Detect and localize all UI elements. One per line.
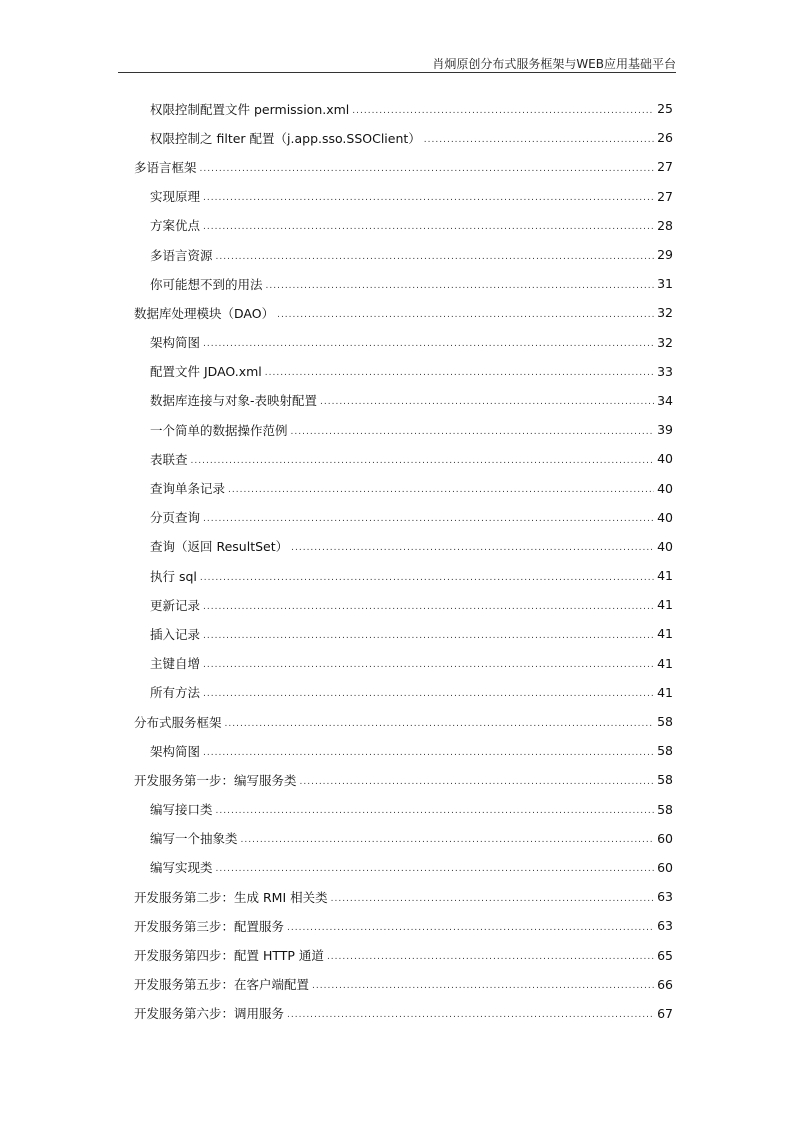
toc-entry[interactable] <box>134 824 673 853</box>
toc-entry[interactable] <box>134 590 673 619</box>
toc-entry-title: 分布式服务框架 <box>134 714 222 730</box>
toc-page-number: 60 <box>657 859 673 875</box>
toc-entry[interactable] <box>134 765 673 794</box>
toc-entry-title: 实现原理 <box>150 189 201 205</box>
toc-dot-leader <box>320 397 654 407</box>
toc-entry-title: 开发服务第三步：配置服务 <box>134 918 285 934</box>
toc-entry[interactable] <box>134 795 673 824</box>
toc-page-number: 58 <box>657 714 673 730</box>
toc-page-number: 60 <box>657 830 673 846</box>
toc-dot-leader <box>200 573 654 583</box>
toc-dot-leader <box>266 281 655 291</box>
toc-entry[interactable] <box>134 736 673 765</box>
toc-dot-leader <box>225 719 655 729</box>
toc-entry[interactable] <box>134 94 673 123</box>
header-divider <box>118 72 676 73</box>
toc-dot-leader <box>203 631 654 641</box>
toc-entry-title: 表联查 <box>150 451 188 467</box>
toc-entry[interactable] <box>134 357 673 386</box>
page-header <box>118 52 676 72</box>
toc-dot-leader <box>312 981 654 991</box>
toc-dot-leader <box>203 514 654 524</box>
toc-dot-leader <box>216 864 655 874</box>
toc-page-number: 63 <box>657 889 673 905</box>
toc-entry-title: 分页查询 <box>150 510 201 526</box>
toc-entry[interactable] <box>134 940 673 969</box>
toc-entry-title: 一个简单的数据操作范例 <box>150 422 288 438</box>
toc-dot-leader <box>300 777 655 787</box>
toc-page-number: 27 <box>657 188 673 204</box>
toc-entry-title: 架构简图 <box>150 335 201 351</box>
toc-entry[interactable] <box>134 503 673 532</box>
toc-page-number: 29 <box>657 247 673 263</box>
toc-page-number: 41 <box>657 655 673 671</box>
toc-entry[interactable] <box>134 707 673 736</box>
toc-entry[interactable] <box>134 182 673 211</box>
toc-dot-leader <box>203 689 654 699</box>
toc-page-number: 41 <box>657 568 673 584</box>
toc-entry[interactable] <box>134 328 673 357</box>
toc-page-number: 67 <box>657 1005 673 1021</box>
toc-page-number: 27 <box>657 159 673 175</box>
toc-entry-title: 你可能想不到的用法 <box>150 276 263 292</box>
toc-entry[interactable] <box>134 532 673 561</box>
toc-entry[interactable] <box>134 561 673 590</box>
toc-entry-title: 插入记录 <box>150 626 201 642</box>
toc-entry-title: 编写实现类 <box>150 860 213 876</box>
toc-entry[interactable] <box>134 911 673 940</box>
toc-entry[interactable] <box>134 415 673 444</box>
toc-page-number: 58 <box>657 743 673 759</box>
toc-page-number: 58 <box>657 801 673 817</box>
toc-dot-leader <box>287 923 654 933</box>
toc-entry-title: 权限控制配置文件 permission.xml <box>150 101 350 117</box>
toc-entry[interactable] <box>134 970 673 999</box>
toc-page-number: 34 <box>657 392 673 408</box>
toc-dot-leader <box>327 952 654 962</box>
toc-dot-leader <box>287 1010 654 1020</box>
toc-entry-title: 开发服务第六步：调用服务 <box>134 1006 285 1022</box>
toc-entry-title: 执行 sql <box>150 568 197 584</box>
toc-entry-title: 方案优点 <box>150 218 201 234</box>
toc-entry[interactable] <box>134 999 673 1028</box>
toc-entry[interactable] <box>134 298 673 327</box>
toc-page-number: 31 <box>657 276 673 292</box>
toc-dot-leader <box>265 368 654 378</box>
toc-page-number: 40 <box>657 480 673 496</box>
toc-page-number: 32 <box>657 305 673 321</box>
toc-page-number: 26 <box>657 130 673 146</box>
toc-entry-title: 编写接口类 <box>150 802 213 818</box>
toc-entry-title: 架构简图 <box>150 743 201 759</box>
toc-entry-title: 更新记录 <box>150 597 201 613</box>
toc-page-number: 41 <box>657 684 673 700</box>
toc-page-number: 58 <box>657 772 673 788</box>
toc-dot-leader <box>203 602 654 612</box>
toc-entry[interactable] <box>134 473 673 502</box>
table-of-contents <box>134 94 673 1028</box>
toc-entry[interactable] <box>134 649 673 678</box>
toc-dot-leader <box>241 835 655 845</box>
toc-page-number: 41 <box>657 597 673 613</box>
toc-dot-leader <box>191 456 655 466</box>
toc-entry[interactable] <box>134 386 673 415</box>
toc-dot-leader <box>216 252 655 262</box>
toc-entry[interactable] <box>134 678 673 707</box>
toc-page-number: 63 <box>657 918 673 934</box>
toc-page-number: 25 <box>657 101 673 117</box>
toc-entry-title: 配置文件 JDAO.xml <box>150 364 262 380</box>
toc-dot-leader <box>291 543 654 553</box>
toc-entry[interactable] <box>134 853 673 882</box>
toc-entry-title: 开发服务第二步：生成 RMI 相关类 <box>134 889 328 905</box>
toc-entry-title: 主键自增 <box>150 656 201 672</box>
toc-entry[interactable] <box>134 619 673 648</box>
toc-page-number: 32 <box>657 334 673 350</box>
toc-dot-leader <box>228 485 654 495</box>
toc-dot-leader <box>203 193 654 203</box>
toc-entry-title: 查询（返回 ResultSet） <box>150 539 289 555</box>
toc-entry-title: 多语言框架 <box>134 159 197 175</box>
toc-dot-leader <box>291 427 655 437</box>
toc-entry[interactable] <box>134 269 673 298</box>
toc-entry-title: 多语言资源 <box>150 247 213 263</box>
toc-dot-leader <box>331 894 654 904</box>
toc-page-number: 40 <box>657 509 673 525</box>
toc-entry-title: 开发服务第四步：配置 HTTP 通道 <box>134 948 324 964</box>
toc-entry[interactable] <box>134 123 673 152</box>
toc-dot-leader <box>424 135 654 145</box>
toc-entry-title: 权限控制之 filter 配置（j.app.sso.SSOClient） <box>150 130 421 146</box>
toc-page-number: 40 <box>657 538 673 554</box>
running-header-title: 肖炯原创分布式服务框架与WEB应用基础平台 <box>432 57 676 71</box>
toc-page-number: 33 <box>657 363 673 379</box>
toc-entry-title: 数据库处理模块（DAO） <box>134 305 275 321</box>
toc-entry[interactable] <box>134 240 673 269</box>
toc-dot-leader <box>200 164 655 174</box>
toc-dot-leader <box>352 106 654 116</box>
toc-page-number: 39 <box>657 422 673 438</box>
toc-entry[interactable] <box>134 152 673 181</box>
toc-entry-title: 查询单条记录 <box>150 481 226 497</box>
toc-dot-leader <box>203 748 654 758</box>
toc-entry[interactable] <box>134 444 673 473</box>
toc-dot-leader <box>203 339 654 349</box>
toc-page-number: 65 <box>657 947 673 963</box>
toc-dot-leader <box>203 222 654 232</box>
toc-page-number: 40 <box>657 451 673 467</box>
toc-page-number: 66 <box>657 976 673 992</box>
toc-entry[interactable] <box>134 882 673 911</box>
toc-entry-title: 编写一个抽象类 <box>150 831 238 847</box>
toc-page-number: 41 <box>657 626 673 642</box>
toc-entry-title: 开发服务第一步：编写服务类 <box>134 772 297 788</box>
toc-page-number: 28 <box>657 217 673 233</box>
toc-entry-title: 数据库连接与对象-表映射配置 <box>150 393 318 409</box>
toc-dot-leader <box>203 660 654 670</box>
toc-dot-leader <box>277 310 654 320</box>
toc-entry-title: 开发服务第五步：在客户端配置 <box>134 977 310 993</box>
toc-dot-leader <box>216 806 655 816</box>
toc-entry[interactable] <box>134 211 673 240</box>
toc-entry-title: 所有方法 <box>150 685 201 701</box>
